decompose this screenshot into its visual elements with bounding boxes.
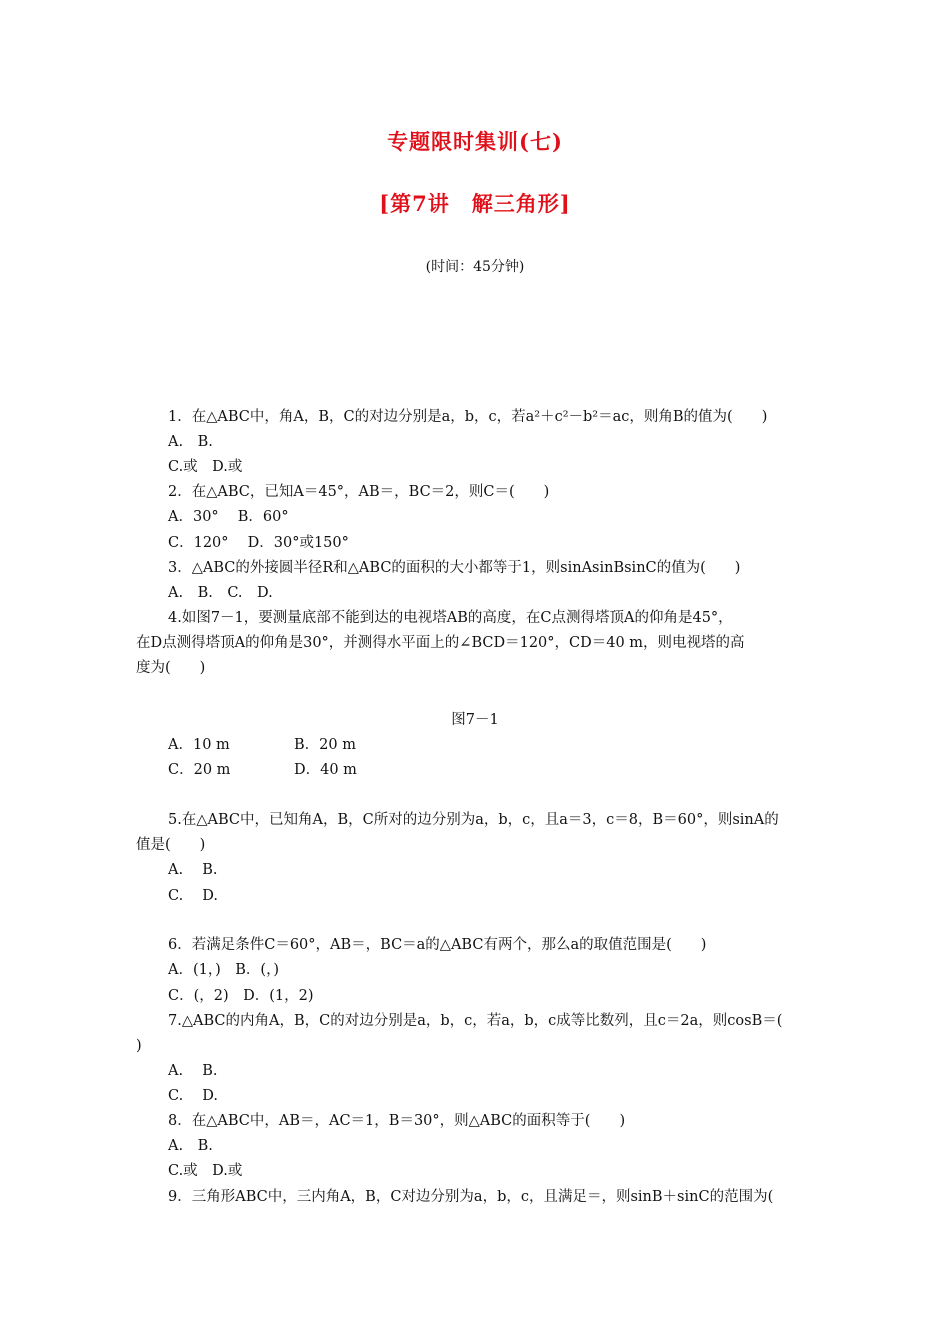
question-8-options-cd: C.或 D.或 bbox=[168, 1163, 243, 1179]
question-5-line-1: 5.在△ABC中，已知角A，B，C所对的边分别为a，b，c，且a＝3，c＝8，B＝60°，则sinA的 bbox=[168, 812, 779, 828]
question-4-line-3: 度为( ) bbox=[136, 660, 206, 676]
time-limit: (时间：45分钟) bbox=[425, 259, 525, 275]
question-6-options-ab: A．(1，) B．(，) bbox=[168, 962, 279, 978]
question-3-options: A. B. C. D. bbox=[168, 585, 273, 601]
question-4-line-1: 4.如图7－1，要测量底部不能到达的电视塔AB的高度，在C点测得塔顶A的仰角是45°， bbox=[168, 610, 733, 626]
lecture-subtitle: [第7讲 解三角形] bbox=[379, 191, 571, 216]
question-1-options-cd: C.或 D.或 bbox=[168, 459, 243, 475]
question-2: 2．在△ABC，已知A＝45°，AB＝，BC＝2，则C＝( ) bbox=[168, 484, 550, 500]
question-6-options-cd: C．(，2) D．(1，2) bbox=[168, 988, 314, 1004]
question-4-line-2: 在D点测得塔顶A的仰角是30°，并测得水平面上的∠BCD＝120°，CD＝40 m，则电视塔的高 bbox=[136, 635, 745, 651]
question-2-options-ab: A．30° B．60° bbox=[168, 509, 289, 525]
question-4-option-d: D．40 m bbox=[294, 762, 357, 778]
question-7-line-2: ) bbox=[136, 1038, 142, 1054]
question-8-options-ab: A. B. bbox=[168, 1138, 213, 1154]
question-5-options-cd: C. D. bbox=[168, 888, 219, 904]
question-7-line-1: 7.△ABC的内角A，B，C的对边分别是a，b，c，若a，b，c成等比数列，且c＝2a，则cosB＝( bbox=[168, 1013, 783, 1029]
question-8: 8．在△ABC中，AB＝，AC＝1，B＝30°，则△ABC的面积等于( ) bbox=[168, 1113, 626, 1129]
question-4-option-b: B．20 m bbox=[294, 737, 356, 753]
question-4-option-a: A．10 m bbox=[168, 737, 230, 753]
question-7-options-cd: C. D. bbox=[168, 1088, 219, 1104]
question-3: 3．△ABC的外接圆半径R和△ABC的面积的大小都等于1，则sinAsinBsinC的值为( ) bbox=[168, 560, 741, 576]
question-9: 9．三角形ABC中，三内角A，B，C对边分别为a，b，c，且满足＝，则sinB＋sinC的范围为( bbox=[168, 1189, 774, 1205]
figure-caption: 图7－1 bbox=[451, 712, 499, 728]
question-5-options-ab: A. B. bbox=[168, 862, 218, 878]
question-1-options-ab: A. B. bbox=[168, 434, 213, 450]
question-6: 6．若满足条件C＝60°，AB＝，BC＝a的△ABC有两个，那么a的取值范围是( ) bbox=[168, 937, 707, 953]
question-7-options-ab: A. B. bbox=[168, 1063, 218, 1079]
question-1: 1．在△ABC中，角A，B，C的对边分别是a，b，c，若a²＋c²－b²＝ac，则角B的值为( ) bbox=[168, 409, 768, 425]
question-5-line-2: 值是( ) bbox=[136, 837, 206, 853]
question-4-option-c: C．20 m bbox=[168, 762, 231, 778]
page-title: 专题限时集训(七) bbox=[387, 129, 563, 154]
question-2-options-cd: C．120° D．30°或150° bbox=[168, 535, 349, 551]
